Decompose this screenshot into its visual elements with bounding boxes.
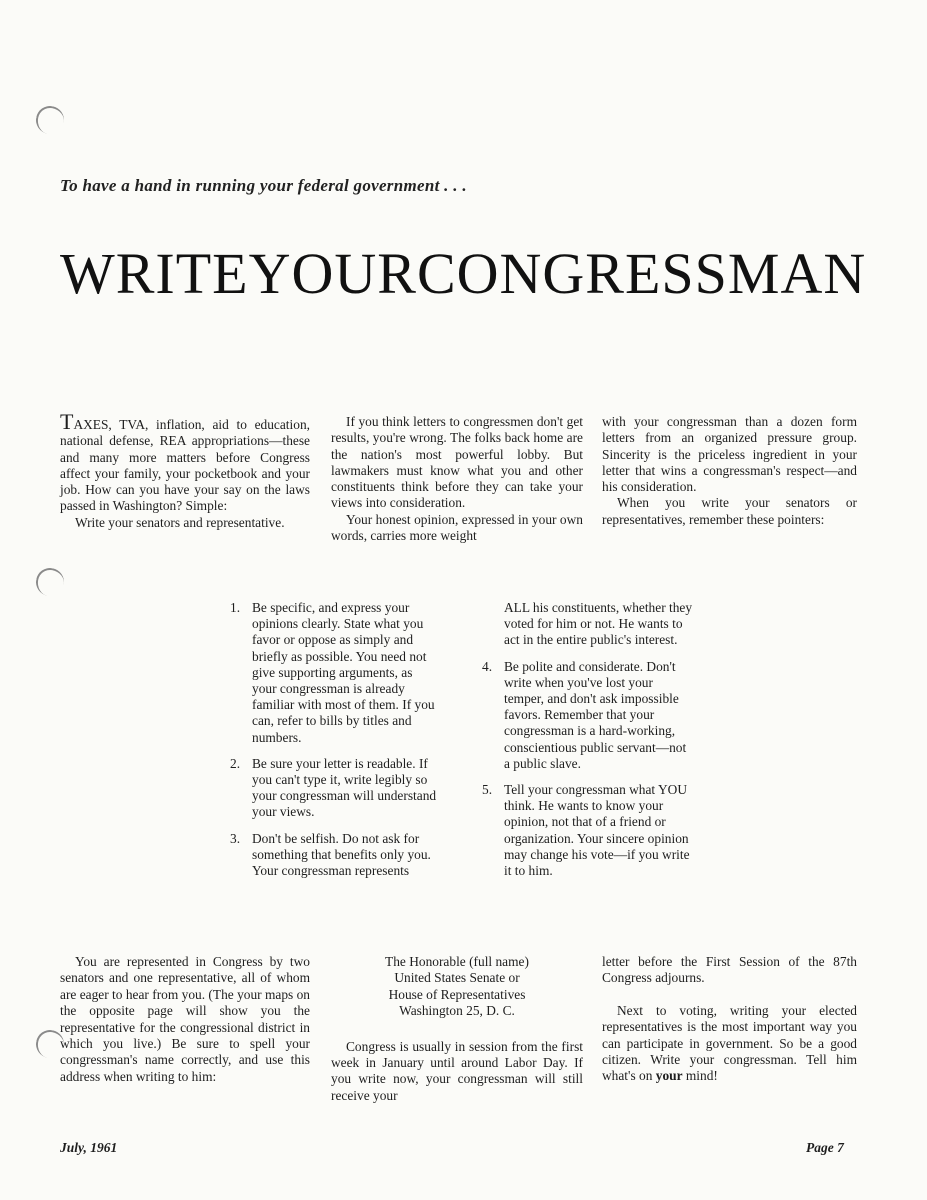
hole-punch-mark (34, 566, 66, 598)
list-item (230, 756, 440, 821)
item-text: Be polite and considerate. Don't write when you've lost your temper, and don't ask impossible favors. Remember that your congressman is a hard-working, conscientious public servant—not a public slave. (504, 658, 687, 771)
bottom-column-2 (331, 954, 583, 1104)
tagline: To have a hand in running your federal government . . . (60, 176, 467, 195)
intro-column-1 (60, 409, 310, 531)
item-number: 2. (230, 755, 241, 771)
item-text: ALL his constituents, whether they voted for him or not. He wants to act in the entire public's interest. (504, 600, 693, 648)
item-text: Don't be selfish. Do not ask for something that benefits only you. Your congressman represents (252, 830, 431, 879)
address-line: House of Representatives (388, 986, 526, 1002)
intro-paragraph: If you think letters to congressmen don't get results, you're wrong. The folks back home are the nation's most powerful lobby. But lawmakers must know what you and other constituents think before they can take your views into consideration. (331, 414, 583, 511)
address-line: The Honorable (full name) (385, 954, 529, 969)
address-line: United States Senate or (394, 970, 520, 986)
list-item (482, 782, 694, 879)
address-line: Washington 25, D. C. (399, 1003, 515, 1019)
bottom-column-1 (60, 954, 310, 1085)
intro-column-3 (602, 414, 857, 528)
footer-date: July, 1961 (60, 1140, 118, 1155)
intro-paragraph: When you write your senators or representatives, remember these pointers: (602, 495, 857, 527)
closing-text: Next to voting, writing your elected representatives is the most important way you can participate in government. So be a good citizen. Write your congressman. Tell him what's on (602, 1002, 857, 1084)
headline-word: WRITE (60, 241, 249, 306)
bottom-paragraph: letter before the First Session of the 87th Congress adjourns. (602, 954, 857, 986)
item-text: Be specific, and express your opinions clearly. State what you favor or oppose as simply and briefly as possible. You need not give supporting arguments, as your congressman is already familiar with most of them. If you can, refer to bills by titles and numbers. (252, 600, 435, 745)
hole-punch-mark (34, 104, 66, 136)
list-item (230, 831, 440, 880)
list-item (482, 659, 694, 772)
page-title (60, 240, 867, 307)
intro-text: AXES, TVA, inflation, aid to education, national defense, REA appropriations—these and many more matters before Congress affect your family, your pocketbook and your job. How can you have your say on the laws passed in Washington? Simple: (60, 417, 310, 514)
mailing-address (331, 954, 583, 1020)
intro-paragraph: with your congressman than a dozen form letters from an organized pressure group. Sincerity is the priceless ingredient in your letter that wins a congressman's respect—and his consideration. (602, 414, 857, 495)
bottom-paragraph: You are represented in Congress by two senators and one representative, all of whom are eager to hear from you. (The your maps on the opposite page will show you the representative for the congressional district in which you live.) Be sure to spell your congressman's name correctly, and use this address when writing to him: (60, 954, 310, 1084)
bottom-paragraph-wrap (331, 1039, 583, 1105)
item-number: 5. (482, 782, 493, 798)
headline-word: YOUR (248, 241, 417, 306)
closing-text-end: mind! (682, 1068, 718, 1084)
drop-cap: T (60, 409, 74, 434)
item-number: 4. (482, 658, 493, 674)
intro-paragraph (60, 409, 310, 515)
bottom-column-3 (602, 954, 857, 1085)
pointers-list-left (230, 600, 440, 889)
intro-paragraph: Write your senators and representative. (75, 514, 285, 530)
item-number: 3. (230, 830, 241, 846)
closing-emphasis: your (655, 1068, 683, 1084)
bottom-paragraph: Congress is usually in session from the first week in January until around Labor Day. If you write now, your congressman will still receive your (331, 1038, 583, 1103)
intro-column-2 (331, 414, 583, 544)
intro-paragraph: Your honest opinion, expressed in your own words, carries more weight (331, 511, 583, 544)
closing-paragraph (602, 1003, 857, 1085)
list-item (482, 600, 694, 649)
headline-word: CONGRESSMAN (416, 241, 867, 306)
page-number: Page 7 (806, 1140, 844, 1155)
item-number: 1. (230, 600, 241, 615)
pointers-list-right (482, 600, 694, 889)
item-text: Tell your congressman what YOU think. He wants to know your opinion, not that of a friend or organization. Your sincere opinion may change his vote—if you write it to him. (504, 782, 690, 879)
list-item (230, 600, 440, 746)
item-text: Be sure your letter is readable. If you can't type it, write legibly so your congressman will understand your views. (252, 755, 437, 820)
